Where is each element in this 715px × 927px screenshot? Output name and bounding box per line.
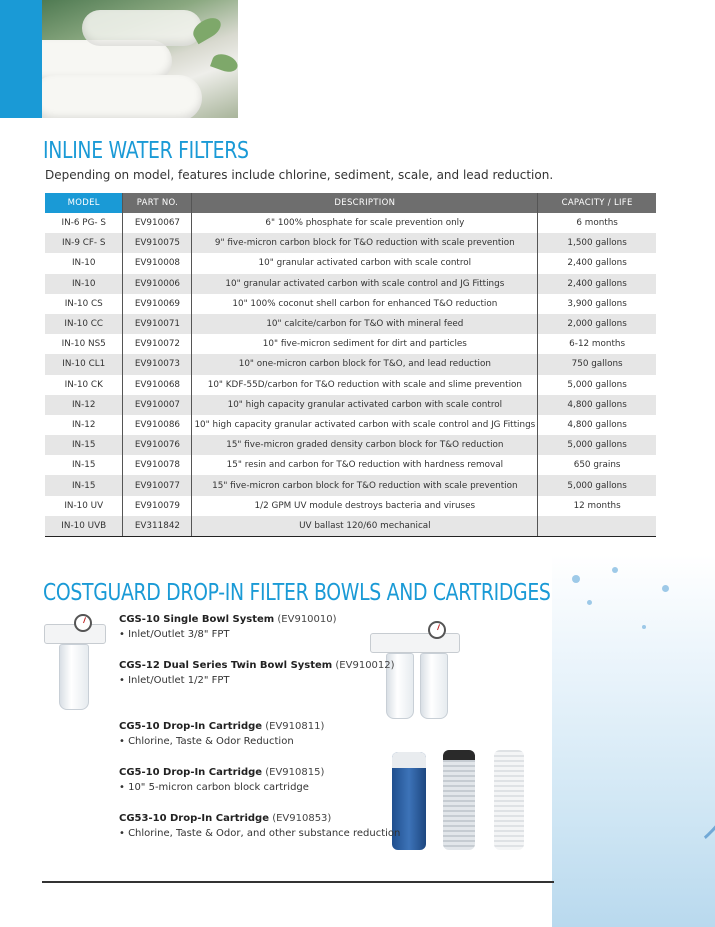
section-title-costguard: COSTGUARD DROP-IN FILTER BOWLS AND CARTRIDGES: [43, 580, 551, 606]
cell-capacity: 750 gallons: [538, 354, 656, 374]
product-cgs10: [119, 614, 337, 640]
cell-capacity: 650 grains: [538, 455, 656, 475]
accent-bar: [0, 0, 42, 118]
cell-model: IN-9 CF- S: [45, 233, 123, 253]
cell-capacity: 2,400 gallons: [538, 274, 656, 294]
cell-capacity: 5,000 gallons: [538, 475, 656, 495]
cell-part-no: EV910072: [123, 334, 192, 354]
table-row: [45, 395, 656, 415]
cell-part-no: EV910076: [123, 435, 192, 455]
cell-description: 10" granular activated carbon with scale control: [192, 253, 538, 273]
cell-description: 10" calcite/carbon for T&O with mineral feed: [192, 314, 538, 334]
product-part-no: (EV910010): [277, 614, 337, 625]
product-feature: • Inlet/Outlet 1/2" FPT: [119, 675, 230, 686]
cell-description: 10" 100% coconut shell carbon for enhanced T&O reduction: [192, 294, 538, 314]
cell-capacity: [538, 516, 656, 536]
product-cg5-10-a: [119, 721, 324, 747]
cell-description: 10" high capacity granular activated carbon with scale control and JG Fittings: [192, 415, 538, 435]
section-subtitle: Depending on model, features include chlorine, sediment, scale, and lead reduction.: [45, 168, 554, 182]
cell-capacity: 1,500 gallons: [538, 233, 656, 253]
cell-part-no: EV910086: [123, 415, 192, 435]
table-row: [45, 455, 656, 475]
cell-model: IN-12: [45, 395, 123, 415]
cell-description: 15" five-micron graded density carbon block for T&O reduction: [192, 435, 538, 455]
table-row: [45, 334, 656, 354]
product-name: CG5-10 Drop-In Cartridge: [119, 767, 263, 778]
product-feature: • Chlorine, Taste & Odor Reduction: [119, 736, 294, 747]
product-cg5-10-b: [119, 767, 324, 793]
product-name: CGS-10 Single Bowl System: [119, 614, 275, 625]
product-part-no: (EV910853): [272, 813, 332, 824]
cell-description: 10" five-micron sediment for dirt and particles: [192, 334, 538, 354]
table-row: [45, 274, 656, 294]
column-header-capacity: CAPACITY / LIFE: [538, 193, 656, 213]
column-header-model: MODEL: [45, 193, 123, 213]
cell-capacity: 4,800 gallons: [538, 395, 656, 415]
table-row: [45, 233, 656, 253]
product-name: CG53-10 Drop-In Cartridge: [119, 813, 269, 824]
cell-description: 10" KDF-55D/carbon for T&O reduction with scale and slime prevention: [192, 375, 538, 395]
column-header-description: DESCRIPTION: [192, 193, 538, 213]
cell-part-no: EV311842: [123, 516, 192, 536]
table-header-row: [45, 193, 656, 213]
table-row: [45, 253, 656, 273]
cell-part-no: EV910071: [123, 314, 192, 334]
table-row: [45, 516, 656, 536]
table-row: [45, 415, 656, 435]
cell-description: 10" one-micron carbon block for T&O, and lead reduction: [192, 354, 538, 374]
column-header-part-no: PART NO.: [123, 193, 192, 213]
cell-model: IN-10 CK: [64, 379, 103, 390]
cell-capacity: 2,400 gallons: [538, 253, 656, 273]
table-row: [45, 294, 656, 314]
cell-model: IN-15: [45, 435, 123, 455]
cell-part-no: EV910006: [123, 274, 192, 294]
cell-model: IN-10 UVB: [45, 516, 123, 536]
cell-model: IN-10 CL1: [45, 354, 123, 374]
cell-part-no: EV910073: [123, 354, 192, 374]
cell-description: 15" five-micron carbon block for T&O reduction with scale prevention: [192, 475, 538, 495]
inline-filters-table: [45, 193, 656, 537]
product-part-no: (EV910811): [265, 721, 325, 732]
cell-model: IN-15: [45, 475, 123, 495]
footer-divider: [42, 881, 554, 883]
cell-model: IN-10 CC: [45, 314, 123, 334]
product-feature: • 10" 5-micron carbon block cartridge: [119, 782, 309, 793]
cell-part-no: EV910008: [123, 253, 192, 273]
cell-capacity: 2,000 gallons: [538, 314, 656, 334]
cell-description: 6" 100% phosphate for scale prevention only: [192, 213, 538, 233]
section-title-inline-filters: INLINE WATER FILTERS: [43, 138, 249, 164]
cell-description: 10" high capacity granular activated carbon with scale control: [192, 395, 538, 415]
table-row: [45, 314, 656, 334]
cell-part-no: EV910079: [123, 496, 192, 516]
cell-capacity: 5,000 gallons: [538, 375, 656, 395]
cell-part-no: EV910068: [123, 375, 192, 395]
cell-model: IN-10 CS: [64, 298, 103, 309]
cell-capacity: 6-12 months: [538, 334, 656, 354]
cell-model: IN-10: [45, 274, 123, 294]
cell-model: IN-10 UV: [64, 500, 104, 511]
hero-towels-image: [42, 0, 238, 118]
cell-part-no: EV910069: [123, 294, 192, 314]
table-row: [45, 496, 656, 516]
product-cgs12: [119, 660, 395, 686]
table-row: [45, 475, 656, 495]
cell-description: 9" five-micron carbon block for T&O reduction with scale prevention: [192, 233, 538, 253]
product-cg53-10: [119, 813, 400, 839]
cell-model: IN-15: [71, 460, 96, 471]
cell-part-no: EV910078: [123, 455, 192, 475]
cell-capacity: 3,900 gallons: [538, 294, 656, 314]
drop-in-cartridges-image: [388, 748, 528, 852]
cell-description: 10" granular activated carbon with scale control and JG Fittings: [192, 274, 538, 294]
cell-capacity: 12 months: [538, 496, 656, 516]
cell-model: IN-12: [71, 419, 96, 430]
product-name: CGS-12 Dual Series Twin Bowl System: [119, 660, 333, 671]
cell-model: IN-10 NS5: [61, 339, 106, 350]
cell-part-no: EV910075: [123, 233, 192, 253]
product-part-no: (EV910815): [265, 767, 325, 778]
single-bowl-filter-image: [42, 612, 108, 712]
cell-model: IN-10: [71, 258, 96, 269]
cell-description: UV ballast 120/60 mechanical: [192, 516, 538, 536]
cell-capacity: 5,000 gallons: [538, 435, 656, 455]
cell-capacity: 6 months: [538, 213, 656, 233]
table-row: [45, 375, 656, 395]
product-part-no: (EV910012): [335, 660, 395, 671]
cell-part-no: EV910077: [123, 475, 192, 495]
product-name: CG5-10 Drop-In Cartridge: [119, 721, 263, 732]
product-feature: • Chlorine, Taste & Odor, and other substance reduction: [119, 828, 401, 839]
cell-description: 15" resin and carbon for T&O reduction with hardness removal: [192, 455, 538, 475]
table-row: [45, 435, 656, 455]
water-splash-image: [552, 555, 715, 927]
cell-capacity: 4,800 gallons: [538, 415, 656, 435]
table-row: [45, 354, 656, 374]
cell-part-no: EV910007: [123, 395, 192, 415]
cell-part-no: EV910067: [123, 213, 192, 233]
cell-model: IN-6 PG- S: [61, 218, 106, 229]
cell-description: 1/2 GPM UV module destroys bacteria and viruses: [192, 496, 538, 516]
product-feature: • Inlet/Outlet 3/8" FPT: [119, 629, 230, 640]
table-row: [45, 213, 656, 233]
